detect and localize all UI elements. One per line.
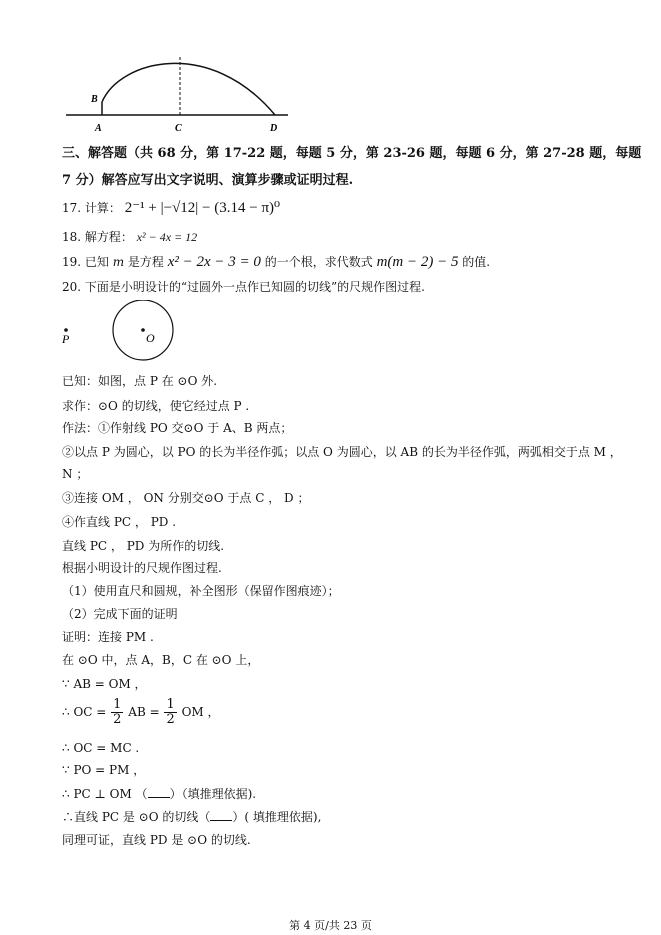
proof4-part-b: AB = — [128, 705, 160, 719]
proof-line3: ∵ AB = OM ， — [62, 677, 147, 691]
q19-equation: x² − 2x − 3 = 0 — [167, 254, 261, 270]
question-18 — [62, 229, 197, 245]
proof8-part-a: ∴直线 PC 是 ⊙O 的切线（ — [62, 810, 211, 824]
arch-figure — [60, 45, 300, 135]
point-O — [141, 328, 145, 332]
question-19 — [62, 254, 490, 270]
label-C: C — [175, 123, 182, 134]
proof7-part-b: ）（填推理依据). — [169, 787, 257, 801]
frac1-denominator: 2 — [113, 712, 122, 727]
answer-blank-2[interactable] — [210, 808, 232, 821]
q20-method-step1: 作法：①作射线 PO 交⊙O 于 A、B 两点； — [62, 421, 293, 435]
answer-blank-1[interactable] — [148, 785, 170, 798]
label-O: O — [146, 331, 155, 345]
q20-intro: 20. 下面是小明设计的“过圆外一点作已知圆的切线”的尺规作图过程. — [62, 280, 425, 294]
q19-text-b: 是方程 — [124, 255, 168, 269]
proof4-part-a: ∴ OC = — [62, 705, 107, 719]
frac2-denominator: 2 — [166, 712, 175, 727]
proof-line9: 同理可证，直线 PD 是 ⊙O 的切线. — [62, 833, 251, 847]
proof-line6: ∵ PO = PM ， — [62, 763, 146, 777]
label-D: D — [270, 123, 278, 134]
arch-curve — [102, 63, 275, 115]
q17-expression: 2⁻¹ + |−√12| − (3.14 − π)⁰ — [124, 200, 281, 216]
q19-text-c: 的一个根，求代数式 — [260, 255, 377, 269]
q20-result: 直线 PC ， PD 为所作的切线. — [62, 539, 225, 553]
fraction-half-2 — [164, 698, 176, 727]
q20-step4: ④作直线 PC ， PD . — [62, 515, 177, 529]
frac1-numerator: 1 — [113, 697, 122, 712]
circle-figure — [58, 300, 188, 365]
page-footer: 第 4 页/共 23 页 — [289, 919, 372, 932]
section-heading-line2: 7 分）解答应写出文字说明、演算步骤或证明过程. — [62, 173, 354, 188]
label-B: B — [91, 94, 98, 105]
proof-line4 — [62, 698, 220, 727]
proof4-part-c: OM ， — [181, 705, 220, 719]
q20-known: 已知：如图，点 P 在 ⊙O 外. — [62, 374, 218, 388]
q20-part1: （1）使用直尺和圆规，补全图形（保留作图痕迹）； — [62, 584, 340, 598]
q20-step3: ③连接 OM ， ON 分别交⊙O 于点 C ， D ； — [62, 491, 310, 505]
question-17 — [62, 200, 280, 216]
fraction-half-1 — [111, 698, 123, 727]
proof8-part-b: ）( 填推理依据), — [232, 810, 322, 824]
proof-line1: 证明：连接 PM . — [62, 630, 154, 644]
q20-part2: （2）完成下面的证明 — [62, 607, 178, 621]
proof-line7 — [62, 785, 256, 802]
q19-variable-m: m — [112, 255, 125, 269]
q19-text-d: 的值. — [458, 255, 491, 269]
proof-line8 — [62, 808, 321, 825]
q18-prefix: 18. 解方程： — [62, 230, 133, 244]
q18-equation: x² − 4x = 12 — [136, 230, 198, 244]
q19-text-a: 19. 已知 — [62, 255, 113, 269]
q17-prefix: 17. 计算： — [62, 201, 121, 215]
section-heading-line1: 三、解答题（共 68 分，第 17-22 题，每题 5 分，第 23-26 题，每题 6 分，第 27-28 题，每题 — [62, 146, 642, 161]
proof-line5: ∴ OC = MC . — [62, 741, 140, 755]
q20-step2-line2: N ； — [62, 467, 89, 481]
label-P: P — [62, 332, 70, 346]
q19-expression: m(m − 2) − 5 — [376, 254, 459, 270]
q20-seek: 求作：⊙O 的切线，使它经过点 P . — [62, 399, 250, 413]
q20-follow: 根据小明设计的尺规作图过程. — [62, 561, 222, 575]
q20-step2-line1: ②以点 P 为圆心，以 PO 的长为半径作弧；以点 O 为圆心，以 AB 的长为半径作弧，两弧相交于点 M ， — [62, 445, 622, 459]
proof7-part-a: ∴ PC ⊥ OM （ — [62, 787, 148, 801]
proof-line2: 在 ⊙O 中，点 A，B，C 在 ⊙O 上， — [62, 653, 260, 667]
frac2-numerator: 1 — [166, 697, 175, 712]
label-A: A — [95, 123, 102, 134]
